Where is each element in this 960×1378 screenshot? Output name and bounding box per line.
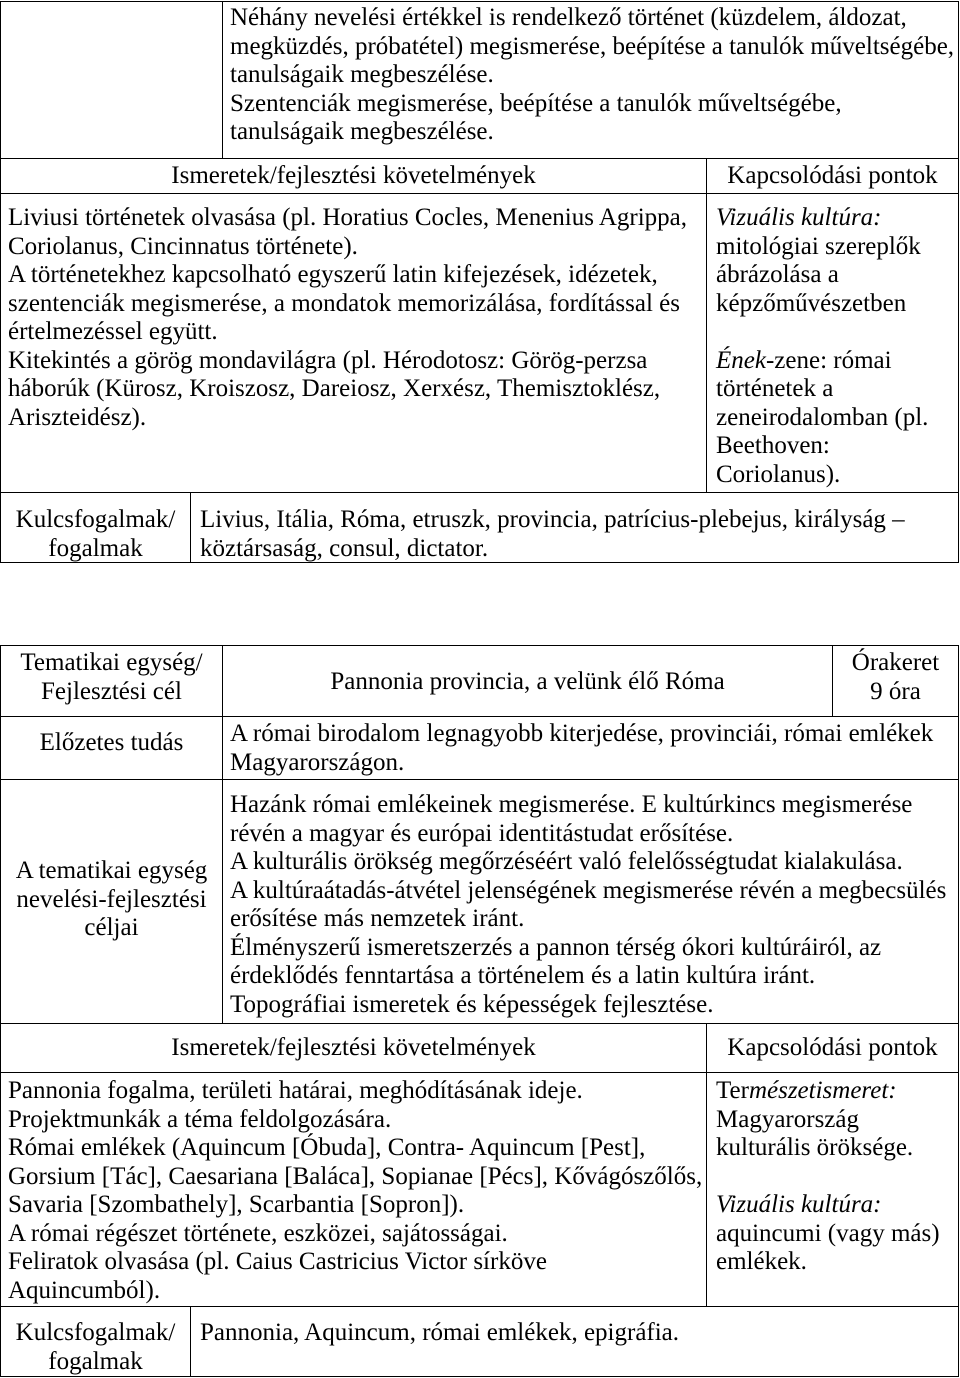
spacer: [716, 1163, 958, 1192]
science-line: Magyarország: [716, 1105, 859, 1133]
science-subject-line: [716, 1077, 958, 1106]
connections-header-text: Kapcsolódási pontok: [727, 1034, 938, 1061]
requirements-header-text: Ismeretek/fejlesztési követelmények: [171, 162, 536, 189]
goals-cell: [222, 779, 959, 1024]
unit-label-line: Tematikai egység/: [20, 649, 203, 676]
prior-knowledge-label: Előzetes tudás: [39, 729, 184, 756]
goals-label-cell: [0, 779, 223, 1024]
requirements-line: értelmezéssel együtt.: [8, 318, 218, 345]
music-line: Coriolanus).: [716, 460, 841, 488]
science-line: kulturális öröksége.: [716, 1134, 914, 1161]
goals-line: Topográfiai ismeretek és képességek fejlesztése.: [230, 990, 714, 1018]
keywords-cell: [190, 492, 959, 563]
science-subject-start: Ter: [716, 1077, 749, 1104]
goals-line: Hazánk római emlékeinek megismerése. E kultúrkincs megismerése: [230, 791, 913, 818]
requirements-line: Liviusi történetek olvasása (pl. Horatius Cocles, Menenius Agrippa,: [8, 204, 688, 231]
prior-knowledge-line: Magyarországon.: [230, 748, 405, 776]
connections-header-text: Kapcsolódási pontok: [727, 162, 938, 189]
requirements-line: Római emlékek (Aquincum [Óbuda], Contra- Aquincum [Pest],: [8, 1134, 646, 1161]
keywords-label-line: Kulcsfogalmak/: [15, 1319, 176, 1346]
goals-line: Szentenciák megismerése, beépítése a tanulók műveltségébe,: [230, 89, 842, 117]
requirements-header: [0, 1023, 707, 1073]
goals-cell: [222, 1, 959, 159]
prior-knowledge-label-cell: [0, 716, 223, 780]
visual-culture-line: ábrázolása a: [716, 261, 839, 288]
keywords-label-cell: [0, 1306, 191, 1377]
unit-title: Pannonia provincia, a velünk élő Róma: [330, 668, 725, 695]
requirements-line: Aquincumból).: [8, 1276, 161, 1304]
requirements-line: A római régészet története, eszközei, sajátosságai.: [8, 1219, 508, 1247]
unit-label-line: Fejlesztési cél: [41, 677, 182, 705]
music-subject-label: Ének: [716, 346, 766, 374]
connections-cell: [706, 1072, 959, 1307]
connections-header: [706, 1023, 959, 1073]
hours-cell: [832, 645, 959, 717]
keywords-label-line: Kulcsfogalmak/: [15, 506, 176, 533]
visual-culture-label: Vizuális kultúra:: [716, 1191, 882, 1218]
music-subject-rest: -zene: római: [765, 346, 892, 374]
requirements-cell: [0, 193, 707, 493]
visual-culture-line: emlékek.: [716, 1248, 807, 1275]
keywords-line: Livius, Itália, Róma, etruszk, provincia, patrícius-plebejus, királyság –: [200, 506, 905, 533]
goals-line: Élményszerű ismeretszerzés a pannon térség ókori kultúráiról, az: [230, 933, 882, 961]
goals-line: tanulságaik megbeszélése.: [230, 118, 494, 145]
requirements-line: Ariszteidész).: [8, 403, 147, 431]
goals-line: tanulságaik megbeszélése.: [230, 61, 494, 88]
goals-label-line: céljai: [84, 914, 139, 941]
unit-title-cell: [222, 645, 833, 717]
science-subject-rest: mészetismeret:: [748, 1077, 897, 1104]
goals-line: erősítése más nemzetek iránt.: [230, 905, 525, 932]
hours-label: Órakeret: [851, 649, 940, 676]
prior-knowledge-line: A római birodalom legnagyobb kiterjedése, provinciái, római emlékek: [230, 720, 934, 747]
requirements-line: Coriolanus, Cincinnatus története).: [8, 232, 358, 260]
requirements-header: [0, 158, 707, 194]
goals-line: megküzdés, próbatétel) megismerése, beépítése a tanulók műveltségébe,: [230, 32, 955, 60]
empty-label-cell: [0, 1, 223, 159]
goals-line: A kulturális örökség megőrzéséért való felelősségtudat kialakulása.: [230, 848, 903, 875]
goals-line: Néhány nevelési értékkel is rendelkező történet (küzdelem, áldozat,: [230, 4, 907, 31]
keywords-line: köztársaság, consul, dictator.: [200, 534, 489, 562]
spacer: [716, 318, 958, 347]
connections-header: [706, 158, 959, 194]
unit-label-cell: [0, 645, 223, 717]
music-line: történetek a: [716, 375, 834, 402]
visual-culture-line: aquincumi (vagy más): [716, 1219, 940, 1247]
goals-line: A kultúraátadás-átvétel jelenségének megismerése révén a megbecsülés: [230, 876, 947, 904]
goals-line: érdeklődés fenntartása a történelem és a latin kultúra iránt.: [230, 962, 816, 989]
requirements-line: Projektmunkák a téma feldolgozására.: [8, 1105, 392, 1133]
hours-value: 9 óra: [870, 677, 921, 705]
visual-culture-label: Vizuális kultúra:: [716, 204, 882, 231]
goals-line: révén a magyar és európai identitástudat erősítése.: [230, 819, 734, 847]
keywords-label-line: fogalmak: [48, 534, 143, 562]
requirements-line: Pannonia fogalma, területi határai, meghódításának ideje.: [8, 1077, 583, 1104]
music-line: Beethoven:: [716, 432, 830, 459]
requirements-line: háborúk (Kürosz, Kroiszosz, Dareiosz, Xerxész, Themisztoklész,: [8, 375, 661, 402]
requirements-cell: [0, 1072, 707, 1307]
keywords-label-cell: [0, 492, 191, 563]
keywords-cell: [190, 1306, 959, 1377]
goals-label-line: A tematikai egység: [15, 857, 208, 884]
requirements-line: Feliratok olvasása (pl. Caius Castricius Victor sírköve: [8, 1248, 547, 1275]
keywords-label-line: fogalmak: [48, 1347, 143, 1375]
requirements-line: szentenciák megismerése, a mondatok memorizálása, fordítással és: [8, 289, 680, 317]
requirements-line: Kitekintés a görög mondavilágra (pl. Hérodotosz: Görög-perzsa: [8, 346, 648, 374]
music-subject-line: [716, 347, 958, 376]
visual-culture-line: képzőművészetben: [716, 289, 907, 317]
requirements-line: Savaria [Szombathely], Scarbantia [Sopron]).: [8, 1191, 465, 1218]
requirements-header-text: Ismeretek/fejlesztési követelmények: [171, 1034, 536, 1061]
requirements-line: A történetekhez kapcsolható egyszerű latin kifejezések, idézetek,: [8, 261, 658, 288]
keywords-line: Pannonia, Aquincum, római emlékek, epigráfia.: [200, 1319, 680, 1346]
prior-knowledge-cell: [222, 716, 959, 780]
goals-label-line: nevelési-fejlesztési: [16, 885, 207, 913]
visual-culture-line: mitológiai szereplők: [716, 232, 921, 260]
connections-cell: [706, 193, 959, 493]
requirements-line: Gorsium [Tác], Caesariana [Baláca], Sopianae [Pécs], Kővágószőlős,: [8, 1162, 703, 1190]
music-line: zeneirodalomban (pl.: [716, 403, 929, 431]
